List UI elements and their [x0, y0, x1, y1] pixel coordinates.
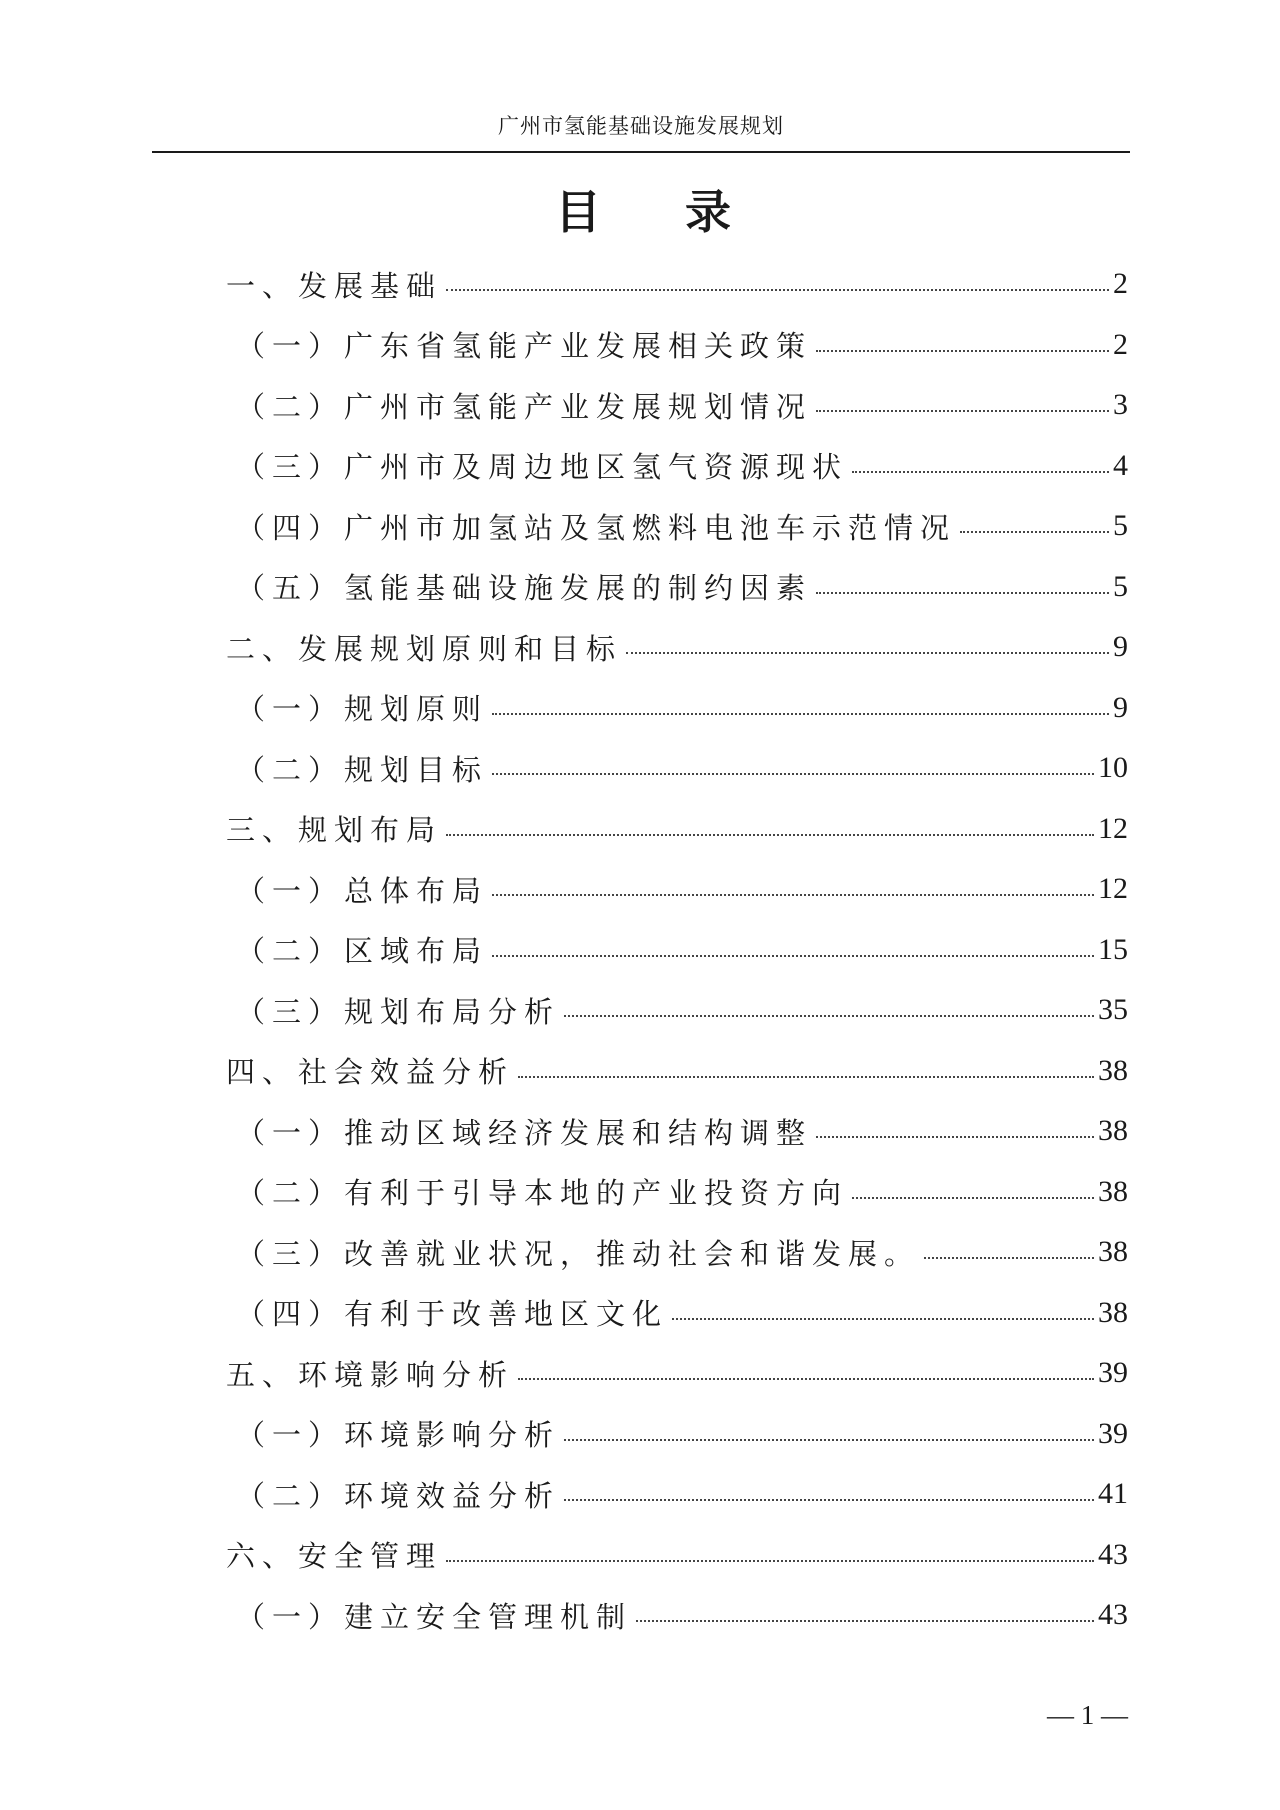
toc-entry-page-number: 12 — [1098, 872, 1128, 906]
dot-leader — [492, 894, 1094, 896]
toc-entry-title: （二）有利于引导本地的产业投资方向 — [236, 1176, 849, 1211]
toc-entry-title: （二）环境效益分析 — [236, 1478, 561, 1513]
toc-entry-title: （一）广东省氢能产业发展相关政策 — [236, 329, 813, 364]
toc-entry-title: （三）改善就业状况，推动社会和谐发展。 — [236, 1236, 921, 1271]
toc-section-entry[interactable] — [0, 496, 1280, 557]
toc-entry-title: 五、环境影响分析 — [226, 1357, 515, 1392]
toc-entry-page-number: 38 — [1098, 1114, 1128, 1148]
table-of-contents — [0, 254, 1280, 1646]
running-header: 广州市氢能基础设施发展规划 — [498, 114, 784, 138]
toc-chapter-entry[interactable] — [0, 254, 1280, 315]
dot-leader — [564, 1499, 1094, 1501]
toc-section-entry[interactable] — [0, 980, 1280, 1041]
toc-section-entry[interactable] — [0, 315, 1280, 376]
toc-section-entry[interactable] — [0, 1283, 1280, 1344]
toc-section-entry[interactable] — [0, 1162, 1280, 1223]
toc-entry-page-number: 2 — [1113, 267, 1128, 301]
dot-leader — [924, 1257, 1094, 1259]
toc-chapter-entry[interactable] — [0, 1041, 1280, 1102]
dot-leader — [960, 531, 1109, 533]
dot-leader — [564, 1439, 1094, 1441]
dot-leader — [492, 955, 1094, 957]
dot-leader — [816, 1136, 1094, 1138]
toc-entry-page-number: 9 — [1113, 690, 1128, 724]
toc-entry-page-number: 5 — [1113, 569, 1128, 603]
toc-entry-page-number: 2 — [1113, 327, 1128, 361]
toc-entry-page-number: 4 — [1113, 448, 1128, 482]
dot-leader — [492, 773, 1094, 775]
dot-leader — [816, 592, 1109, 594]
toc-entry-title: （一）环境影响分析 — [236, 1418, 561, 1453]
toc-entry-page-number: 9 — [1113, 630, 1128, 664]
dot-leader — [518, 1076, 1094, 1078]
toc-entry-page-number: 43 — [1098, 1598, 1128, 1632]
toc-section-entry[interactable] — [0, 375, 1280, 436]
toc-entry-page-number: 41 — [1098, 1477, 1128, 1511]
toc-entry-page-number: 10 — [1098, 751, 1128, 785]
toc-entry-title: （一）建立安全管理机制 — [236, 1599, 633, 1634]
toc-entry-title: （三）广州市及周边地区氢气资源现状 — [236, 450, 849, 485]
toc-entry-page-number: 38 — [1098, 1235, 1128, 1269]
dot-leader — [852, 1197, 1094, 1199]
dot-leader — [816, 350, 1109, 352]
toc-section-entry[interactable] — [0, 557, 1280, 618]
toc-section-entry[interactable] — [0, 738, 1280, 799]
toc-entry-title: 六、安全管理 — [226, 1539, 443, 1574]
toc-entry-page-number: 39 — [1098, 1356, 1128, 1390]
toc-entry-title: （四）广州市加氢站及氢燃料电池车示范情况 — [236, 510, 957, 545]
toc-entry-page-number: 39 — [1098, 1416, 1128, 1450]
dot-leader — [564, 1015, 1094, 1017]
header-divider — [152, 151, 1130, 153]
toc-chapter-entry[interactable] — [0, 799, 1280, 860]
toc-entry-title: （三）规划布局分析 — [236, 994, 561, 1029]
dot-leader — [636, 1620, 1094, 1622]
dot-leader — [852, 471, 1109, 473]
toc-entry-page-number: 12 — [1098, 811, 1128, 845]
dot-leader — [446, 289, 1109, 291]
toc-entry-page-number: 38 — [1098, 1295, 1128, 1329]
toc-entry-title: 四、社会效益分析 — [226, 1055, 515, 1090]
dot-leader — [518, 1378, 1094, 1380]
toc-section-entry[interactable] — [0, 678, 1280, 739]
toc-entry-page-number: 38 — [1098, 1174, 1128, 1208]
toc-entry-page-number: 35 — [1098, 993, 1128, 1027]
toc-entry-title: （一）总体布局 — [236, 873, 489, 908]
toc-chapter-entry[interactable] — [0, 1525, 1280, 1586]
dot-leader — [672, 1318, 1094, 1320]
toc-entry-page-number: 43 — [1098, 1537, 1128, 1571]
toc-section-entry[interactable] — [0, 1464, 1280, 1525]
dot-leader — [816, 410, 1109, 412]
toc-entry-page-number: 3 — [1113, 388, 1128, 422]
toc-entry-title: （一）推动区域经济发展和结构调整 — [236, 1115, 813, 1150]
dot-leader — [492, 713, 1109, 715]
toc-entry-title: （四）有利于改善地区文化 — [236, 1297, 669, 1332]
toc-entry-page-number: 15 — [1098, 932, 1128, 966]
toc-section-entry[interactable] — [0, 920, 1280, 981]
toc-section-entry[interactable] — [0, 436, 1280, 497]
toc-entry-page-number: 38 — [1098, 1053, 1128, 1087]
toc-section-entry[interactable] — [0, 859, 1280, 920]
toc-entry-title: （二）广州市氢能产业发展规划情况 — [236, 389, 813, 424]
toc-section-entry[interactable] — [0, 1101, 1280, 1162]
toc-entry-title: （五）氢能基础设施发展的制约因素 — [236, 571, 813, 606]
toc-entry-title: 一、发展基础 — [226, 268, 443, 303]
toc-entry-title: 二、发展规划原则和目标 — [226, 631, 623, 666]
toc-title: 目 录 — [554, 185, 765, 239]
toc-chapter-entry[interactable] — [0, 1343, 1280, 1404]
toc-entry-title: （一）规划原则 — [236, 692, 489, 727]
toc-entry-page-number: 5 — [1113, 509, 1128, 543]
page-number: — 1 — — [1047, 1700, 1128, 1730]
dot-leader — [626, 652, 1109, 654]
dot-leader — [446, 1560, 1094, 1562]
toc-section-entry[interactable] — [0, 1404, 1280, 1465]
toc-chapter-entry[interactable] — [0, 617, 1280, 678]
toc-entry-title: （二）区域布局 — [236, 934, 489, 969]
dot-leader — [446, 834, 1094, 836]
toc-entry-title: （二）规划目标 — [236, 752, 489, 787]
toc-entry-title: 三、规划布局 — [226, 813, 443, 848]
toc-section-entry[interactable] — [0, 1585, 1280, 1646]
toc-section-entry[interactable] — [0, 1222, 1280, 1283]
